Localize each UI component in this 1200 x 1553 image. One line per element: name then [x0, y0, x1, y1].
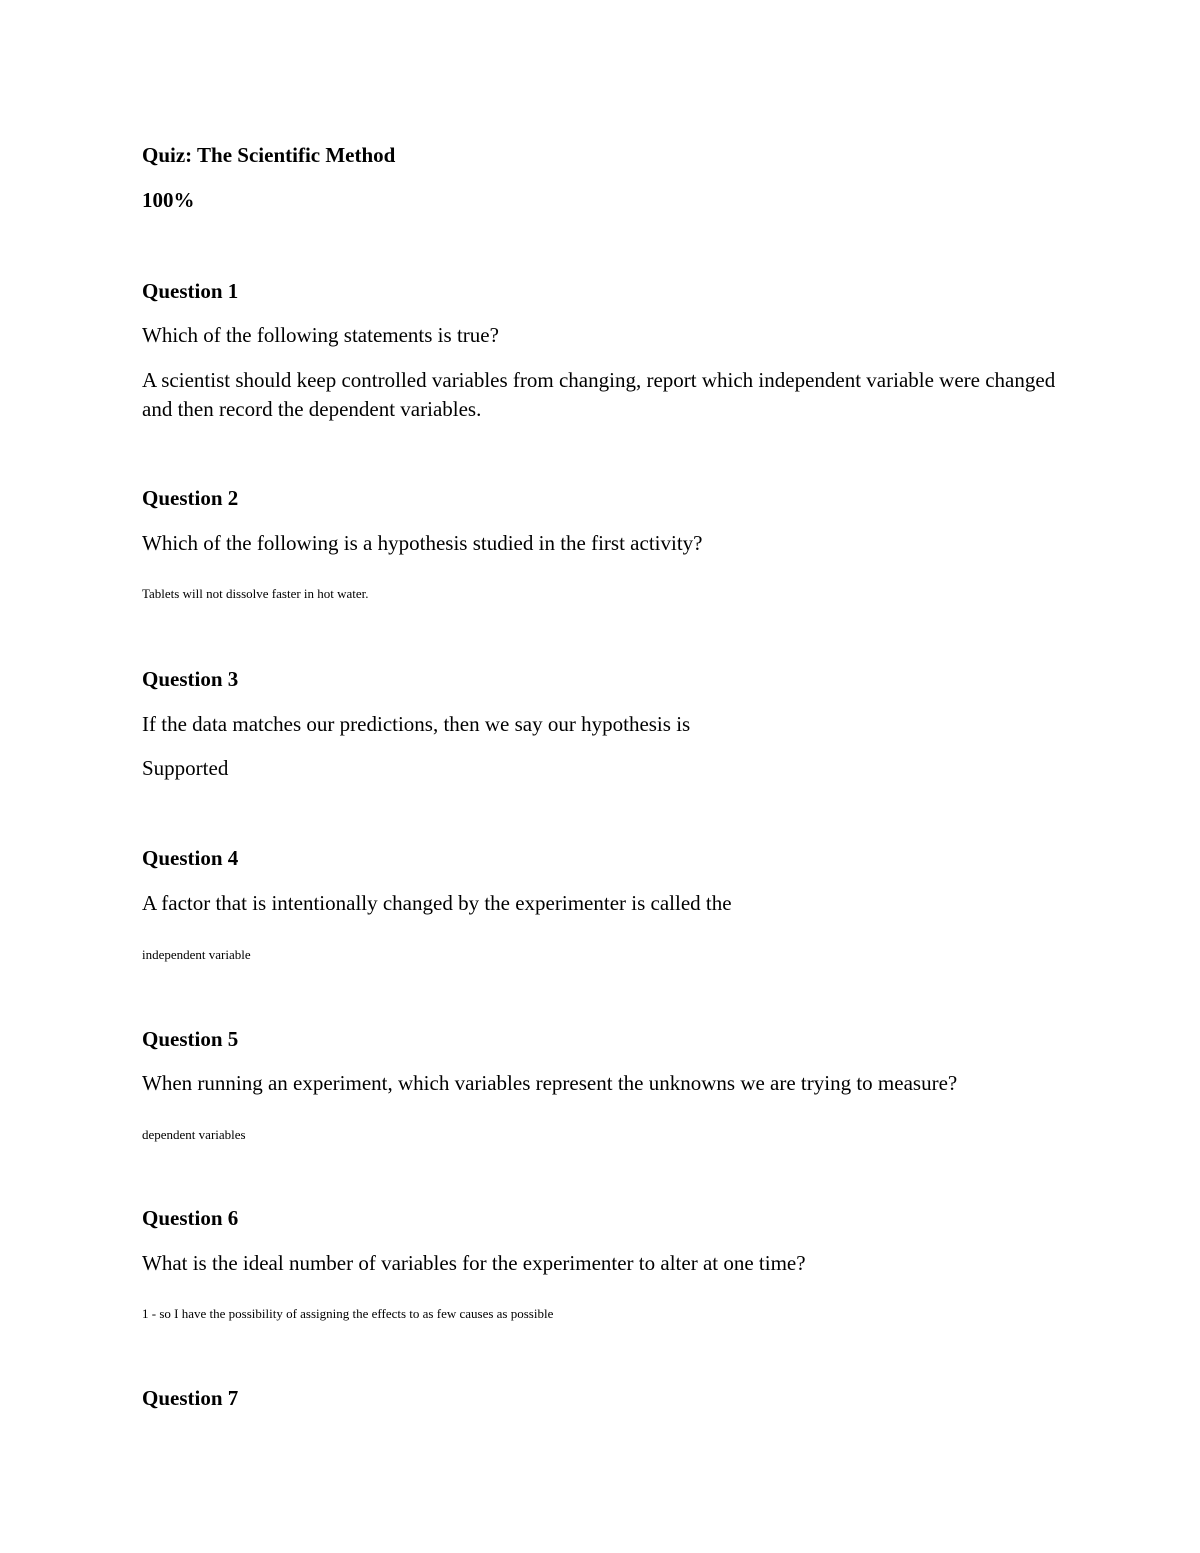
question-answer: 1 - so I have the possibility of assigning the effects to as few causes as possible — [142, 1306, 554, 1321]
quiz-score: 100% — [142, 188, 195, 212]
question-heading: Question 5 — [142, 1027, 239, 1051]
question-prompt: If the data matches our predictions, then we say our hypothesis is — [142, 712, 691, 736]
question-prompt: When running an experiment, which variables represent the unknowns we are trying to measure? — [142, 1071, 958, 1095]
question-answer: Tablets will not dissolve faster in hot water. — [142, 586, 369, 601]
question-answer: Supported — [142, 756, 229, 780]
question-heading: Question 2 — [142, 486, 239, 510]
question-heading: Question 6 — [142, 1206, 239, 1230]
question-prompt: Which of the following statements is true? — [142, 323, 499, 347]
question-answer: dependent variables — [142, 1127, 246, 1142]
quiz-title: Quiz: The Scientific Method — [142, 143, 396, 167]
question-prompt: A factor that is intentionally changed by the experimenter is called the — [142, 891, 732, 915]
question-heading: Question 3 — [142, 667, 239, 691]
question-prompt: What is the ideal number of variables for the experimenter to alter at one time? — [142, 1251, 806, 1275]
question-answer: independent variable — [142, 947, 251, 962]
question-heading: Question 4 — [142, 846, 239, 870]
question-heading: Question 1 — [142, 279, 239, 303]
question-heading: Question 7 — [142, 1386, 239, 1410]
question-answer: A scientist should keep controlled variables from changing, report which independent variable were changed and then record the dependent variables. — [142, 368, 1056, 421]
question-prompt: Which of the following is a hypothesis studied in the first activity? — [142, 531, 703, 555]
